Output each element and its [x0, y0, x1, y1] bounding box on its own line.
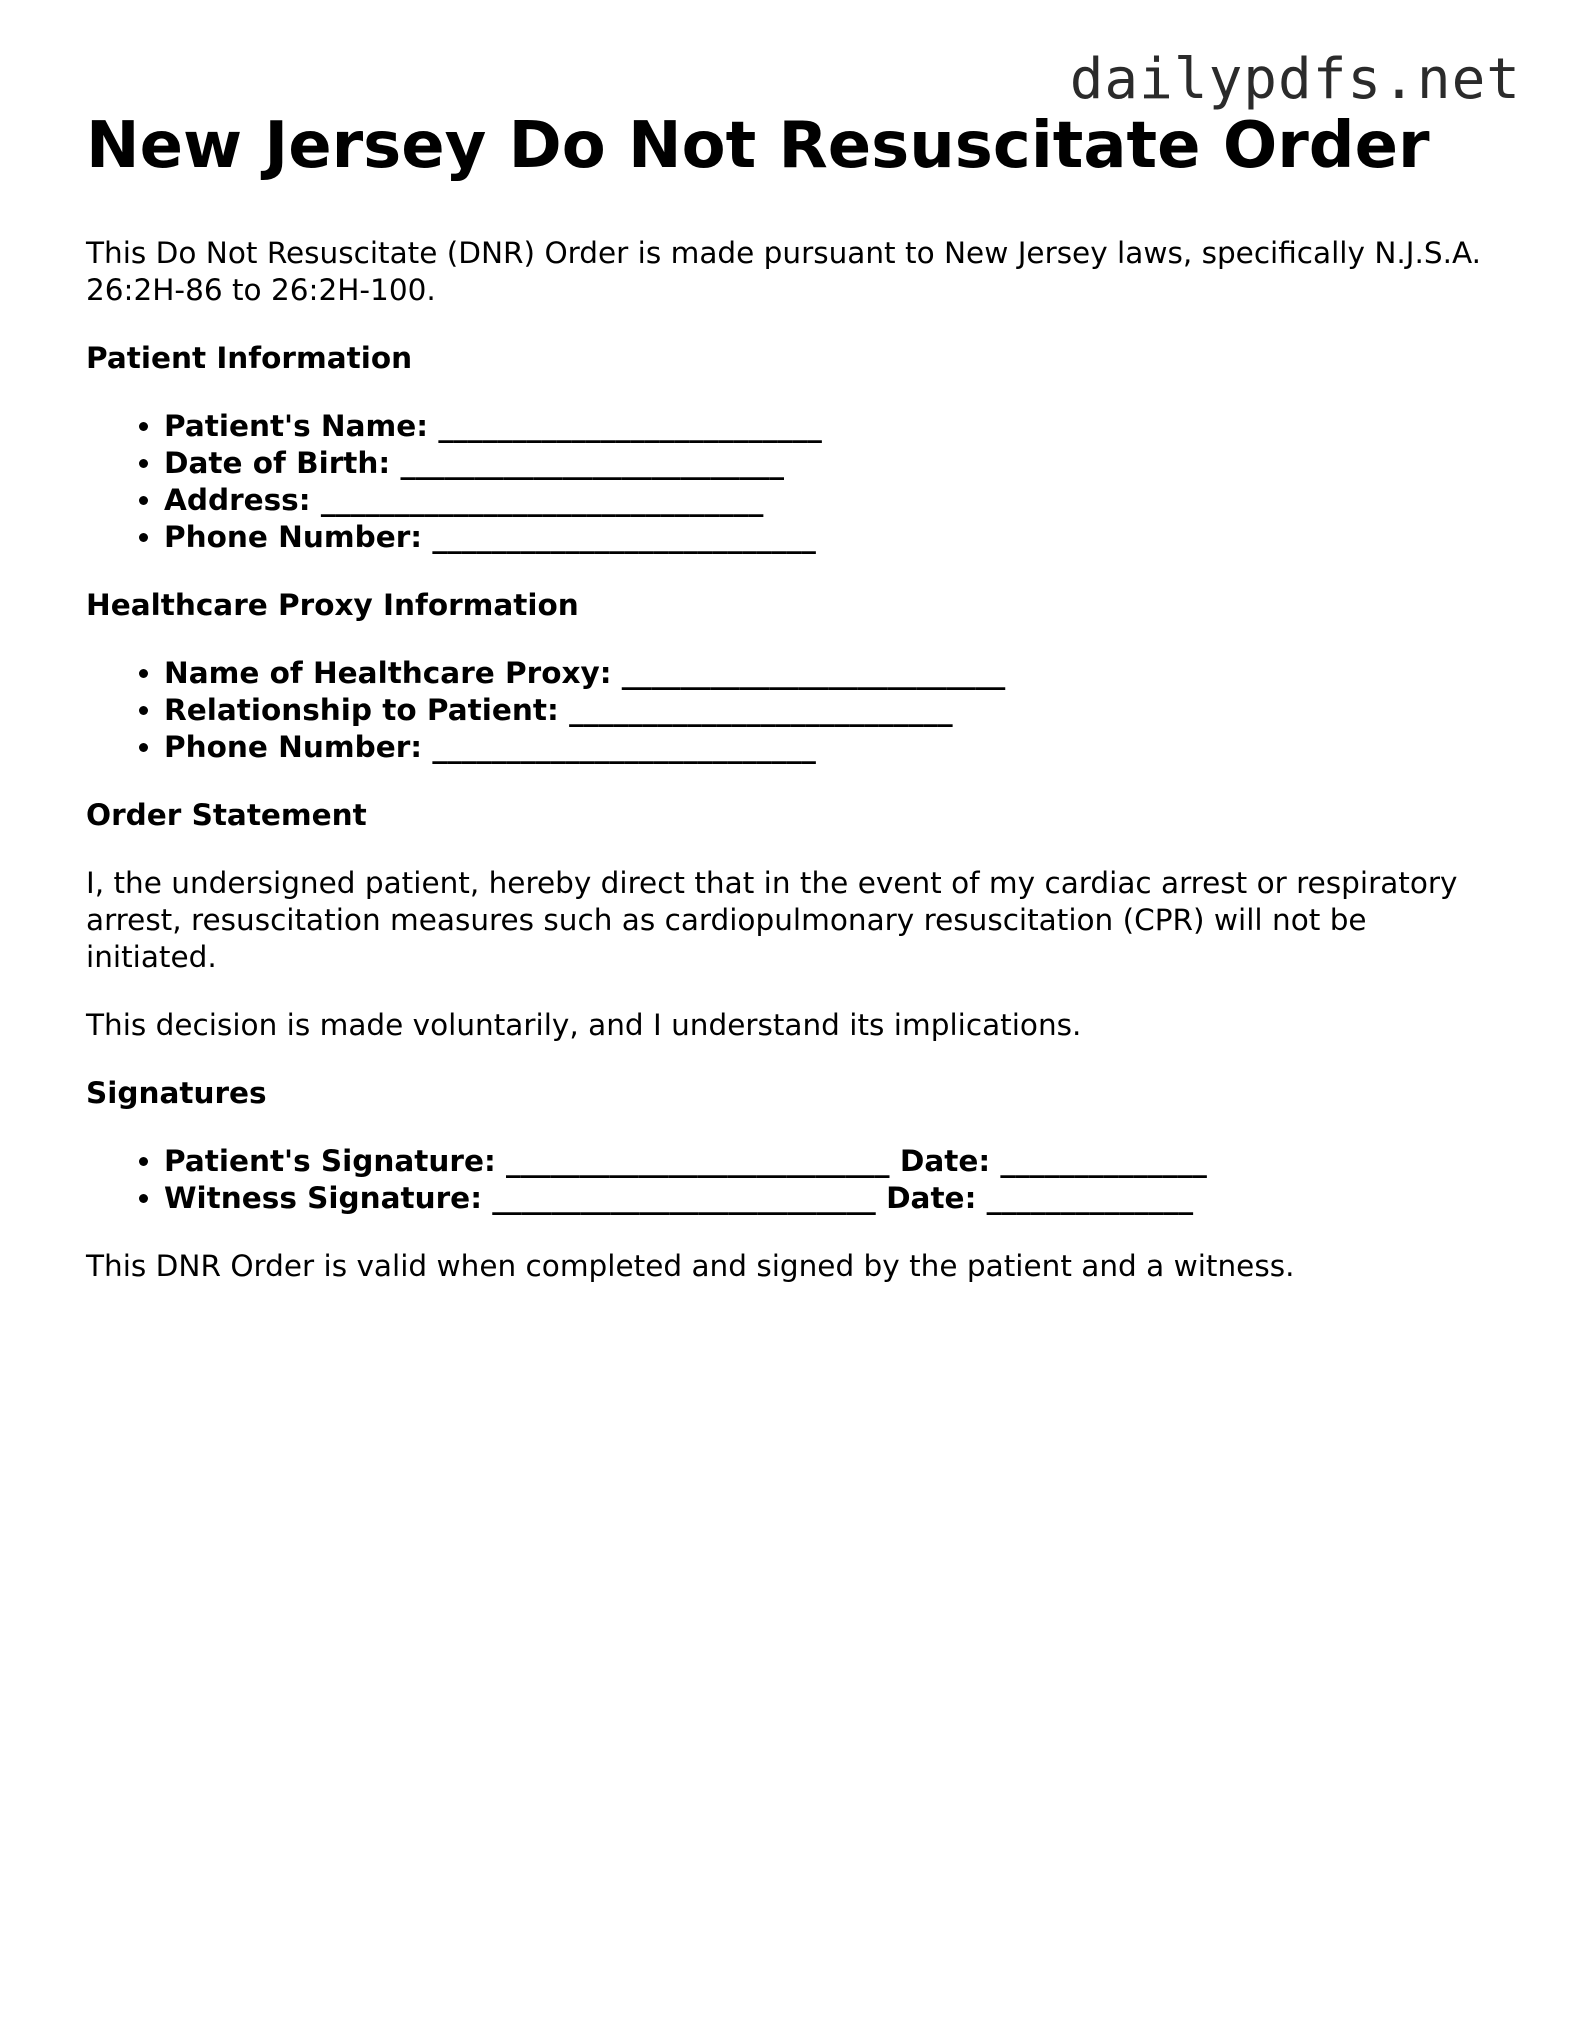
patient-phone-field[interactable] — [164, 519, 1486, 556]
signatures-heading: Signatures — [86, 1075, 267, 1110]
field-label: Patient's Signature: — [164, 1143, 496, 1178]
field-label: Witness Signature: — [164, 1180, 482, 1215]
field-label: Patient's Name: — [164, 408, 429, 443]
field-blank[interactable]: __________________________ — [492, 1180, 876, 1215]
voluntary-statement-text: This decision is made voluntarily, and I understand its implications. — [86, 1007, 1082, 1042]
patient-name-field[interactable] — [164, 408, 1486, 445]
intro-paragraph: This Do Not Resuscitate (DNR) Order is made pursuant to New Jersey laws, specifically N.J.S.A. 26:2H-86 to 26:2H-100. — [86, 235, 1481, 307]
page-title: New Jersey Do Not Resuscitate Order — [86, 109, 1430, 183]
date-blank[interactable]: ______________ — [986, 1180, 1194, 1215]
field-blank[interactable]: __________________________ — [569, 692, 953, 727]
patient-address-field[interactable] — [164, 482, 1486, 519]
field-label: Date of Birth: — [164, 445, 391, 480]
proxy-info-list — [86, 655, 1486, 766]
field-blank[interactable]: ______________________________ — [320, 482, 764, 517]
field-blank[interactable]: __________________________ — [400, 445, 784, 480]
proxy-phone-field[interactable] — [164, 729, 1486, 766]
field-blank[interactable]: __________________________ — [438, 408, 822, 443]
patient-signature-field[interactable] — [164, 1143, 1486, 1180]
field-label: Phone Number: — [164, 519, 423, 554]
date-label: Date: — [886, 1180, 977, 1215]
order-statement-text: I, the undersigned patient, hereby direct that in the event of my cardiac arrest or respiratory arrest, resuscitation measures such as cardiopulmonary resuscitation (CPR) will not be initiated. — [86, 865, 1458, 974]
field-blank[interactable]: __________________________ — [621, 655, 1006, 690]
date-blank[interactable]: ______________ — [1000, 1143, 1207, 1178]
patient-info-heading: Patient Information — [86, 340, 413, 375]
document-page — [86, 108, 1486, 1285]
proxy-name-field[interactable] — [164, 655, 1486, 692]
field-label: Relationship to Patient: — [164, 692, 559, 727]
field-blank[interactable]: __________________________ — [432, 729, 816, 764]
field-blank[interactable]: __________________________ — [432, 519, 816, 554]
patient-info-list — [86, 408, 1486, 556]
signatures-list — [86, 1143, 1486, 1217]
proxy-relationship-field[interactable] — [164, 692, 1486, 729]
validity-footer: This DNR Order is valid when completed and signed by the patient and a witness. — [86, 1248, 1295, 1283]
field-blank[interactable]: __________________________ — [506, 1143, 890, 1178]
order-statement-heading: Order Statement — [86, 797, 367, 832]
patient-dob-field[interactable] — [164, 445, 1486, 482]
watermark: dailypdfs.net — [1069, 47, 1521, 112]
witness-signature-field[interactable] — [164, 1180, 1486, 1217]
field-label: Phone Number: — [164, 729, 423, 764]
field-label: Address: — [164, 482, 311, 517]
date-label: Date: — [899, 1143, 991, 1178]
field-label: Name of Healthcare Proxy: — [164, 655, 612, 690]
proxy-info-heading: Healthcare Proxy Information — [86, 587, 579, 622]
